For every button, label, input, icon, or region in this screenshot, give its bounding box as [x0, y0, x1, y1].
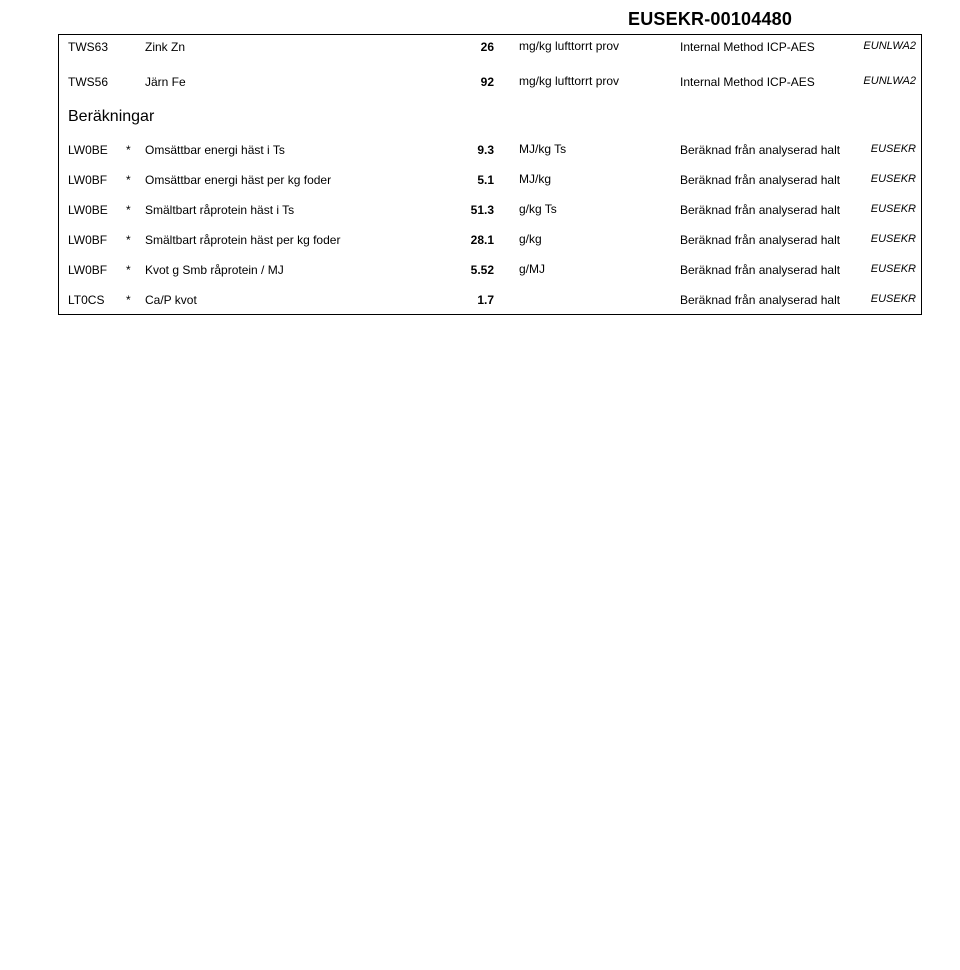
result-value: 26: [480, 40, 494, 54]
analysis-name: Zink Zn: [145, 40, 186, 54]
result-unit: MJ/kg Ts: [519, 142, 567, 156]
method: Internal Method ICP-AES: [680, 40, 815, 54]
result-value: 92: [480, 75, 494, 89]
lab-code: EUSEKR: [870, 203, 916, 215]
analysis-code: LW0BE: [68, 143, 108, 157]
analysis-name: Omsättbar energi häst i Ts: [145, 143, 285, 157]
analysis-code: LW0BF: [68, 173, 108, 187]
analysis-code: TWS63: [68, 40, 109, 54]
result-value: 5.52: [470, 263, 494, 277]
method: Beräknad från analyserad halt: [680, 233, 841, 247]
analysis-name: Smältbart råprotein häst per kg foder: [145, 233, 341, 247]
result-unit: g/MJ: [519, 262, 546, 276]
accreditation-mark: *: [126, 233, 131, 247]
lab-code: EUSEKR: [870, 233, 916, 245]
result-unit: g/kg Ts: [519, 202, 557, 216]
result-unit: g/kg: [519, 232, 542, 246]
result-value: 1.7: [477, 293, 494, 307]
lab-code: EUSEKR: [870, 293, 916, 305]
analysis-name: Smältbart råprotein häst i Ts: [145, 203, 295, 217]
result-value: 28.1: [470, 233, 494, 247]
accreditation-mark: *: [126, 293, 131, 307]
method: Beräknad från analyserad halt: [680, 143, 841, 157]
analysis-code: TWS56: [68, 75, 109, 89]
analysis-code: LT0CS: [68, 293, 105, 307]
analysis-code: LW0BE: [68, 203, 108, 217]
lab-code: EUSEKR: [870, 173, 916, 185]
lab-code: EUNLWA2: [863, 40, 916, 52]
method: Beräknad från analyserad halt: [680, 173, 841, 187]
lab-code: EUSEKR: [870, 263, 916, 275]
result-value: 5.1: [477, 173, 494, 187]
accreditation-mark: *: [126, 173, 131, 187]
results-table: [58, 34, 922, 315]
result-unit: MJ/kg: [519, 172, 552, 186]
method: Beräknad från analyserad halt: [680, 203, 841, 217]
accreditation-mark: *: [126, 263, 131, 277]
method: Internal Method ICP-AES: [680, 75, 815, 89]
section-heading: Beräkningar: [68, 108, 155, 125]
method: Beräknad från analyserad halt: [680, 293, 841, 307]
method: Beräknad från analyserad halt: [680, 263, 841, 277]
accreditation-mark: *: [126, 203, 131, 217]
result-unit: mg/kg lufttorrt prov: [519, 39, 620, 53]
result-value: 9.3: [477, 143, 494, 157]
accreditation-mark: *: [126, 143, 131, 157]
analysis-name: Kvot g Smb råprotein / MJ: [145, 263, 284, 277]
analysis-code: LW0BF: [68, 263, 108, 277]
report-id: EUSEKR-00104480: [628, 9, 793, 29]
analysis-name: Järn Fe: [145, 75, 186, 89]
lab-code: EUNLWA2: [863, 75, 916, 87]
result-unit: mg/kg lufttorrt prov: [519, 74, 620, 88]
analysis-name: Ca/P kvot: [145, 293, 197, 307]
analysis-code: LW0BF: [68, 233, 108, 247]
analysis-name: Omsättbar energi häst per kg foder: [145, 173, 332, 187]
result-value: 51.3: [470, 203, 494, 217]
lab-code: EUSEKR: [870, 143, 916, 155]
